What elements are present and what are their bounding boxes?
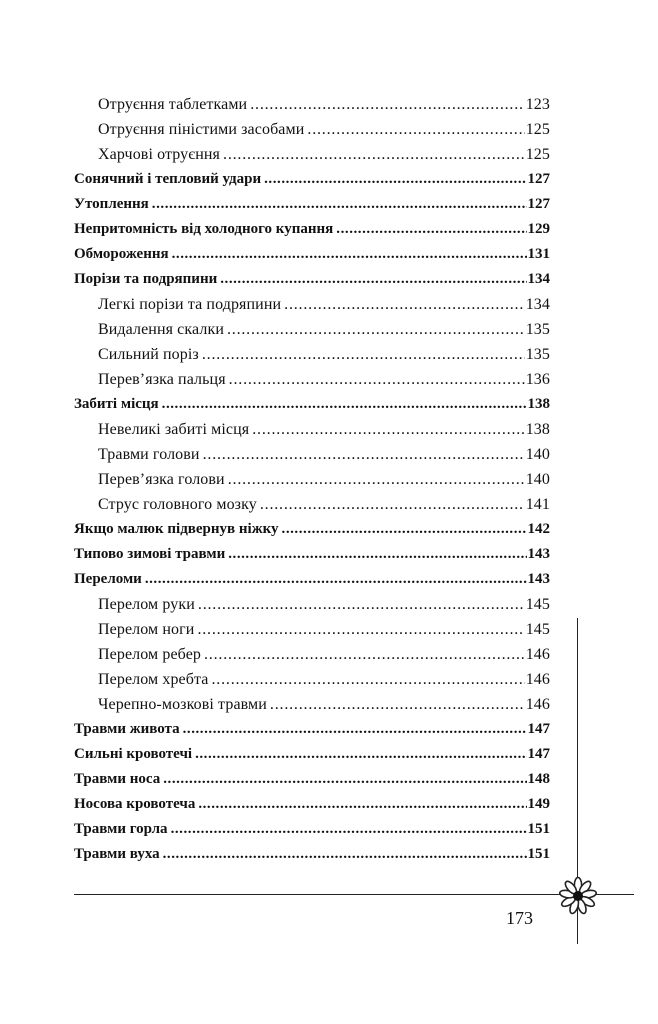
dot-leader [171, 817, 527, 842]
toc-entry-page: 134 [527, 271, 550, 287]
toc-entry-title: Порізи та подряпини [74, 271, 218, 287]
toc-entry-title: Обмороження [74, 246, 169, 262]
dot-leader [228, 467, 525, 492]
dot-leader [228, 542, 526, 567]
toc-subsection-entry [74, 642, 550, 667]
toc-entry-page: 140 [525, 471, 550, 488]
toc-subsection-entry [74, 617, 550, 642]
dot-leader [270, 692, 525, 717]
toc-entry-page: 151 [527, 821, 550, 837]
table-of-contents [74, 92, 550, 867]
dot-leader [284, 292, 525, 317]
toc-entry-page: 127 [527, 196, 550, 212]
toc-entry-title: Травми носа [74, 771, 161, 787]
toc-entry-page: 151 [527, 846, 550, 862]
toc-entry-title: Струс головного мозку [98, 496, 257, 513]
toc-entry-title: Отруєння піністими засобами [98, 121, 305, 138]
toc-section-entry [74, 542, 550, 567]
toc-section-entry [74, 392, 550, 417]
dot-leader [163, 842, 527, 867]
toc-entry-page: 138 [525, 421, 550, 438]
dot-leader [145, 567, 527, 592]
toc-entry-page: 145 [525, 621, 550, 638]
toc-entry-page: 149 [527, 796, 550, 812]
footer-rule [74, 894, 634, 895]
toc-entry-title: Носова кровотеча [74, 796, 196, 812]
toc-entry-title: Черепно-мозкові травми [98, 696, 267, 713]
toc-entry-page: 129 [527, 221, 550, 237]
toc-entry-title: Перелом ноги [98, 621, 195, 638]
toc-entry-page: 135 [525, 346, 550, 363]
dot-leader [162, 392, 527, 417]
toc-section-entry [74, 567, 550, 592]
flower-ornament-icon [558, 876, 598, 916]
toc-entry-title: Харчові отруєння [98, 146, 221, 163]
toc-section-entry [74, 517, 550, 542]
dot-leader [152, 192, 527, 217]
toc-entry-page: 146 [525, 671, 550, 688]
dot-leader [227, 317, 525, 342]
toc-entry-title: Сонячний і тепловий удари [74, 171, 262, 187]
dot-leader [203, 442, 525, 467]
toc-entry-page: 127 [527, 171, 550, 187]
toc-entry-title: Травми вуха [74, 846, 160, 862]
toc-entry-page: 146 [525, 646, 550, 663]
dot-leader [252, 417, 524, 442]
toc-section-entry [74, 792, 550, 817]
toc-entry-title: Сильні кровотечі [74, 746, 193, 762]
dot-leader [198, 792, 526, 817]
toc-entry-page: 146 [525, 696, 550, 713]
toc-subsection-entry [74, 92, 550, 117]
toc-section-entry [74, 217, 550, 242]
toc-entry-page: 125 [525, 146, 550, 163]
toc-entry-title: Перев’язка голови [98, 471, 225, 488]
toc-section-entry [74, 767, 550, 792]
toc-section-entry [74, 842, 550, 867]
dot-leader [212, 667, 525, 692]
toc-entry-page: 145 [525, 596, 550, 613]
toc-entry-page: 143 [527, 546, 550, 562]
toc-entry-page: 141 [525, 496, 550, 513]
dot-leader [220, 267, 526, 292]
page-number: 173 [506, 908, 533, 928]
toc-subsection-entry [74, 592, 550, 617]
toc-entry-page: 140 [525, 446, 550, 463]
dot-leader [264, 167, 526, 192]
dot-leader [204, 642, 525, 667]
toc-subsection-entry [74, 667, 550, 692]
dot-leader [223, 142, 525, 167]
dot-leader [183, 717, 527, 742]
toc-entry-title: Перелом хребта [98, 671, 209, 688]
dot-leader [197, 617, 524, 642]
toc-entry-title: Легкі порізи та подряпини [98, 296, 282, 313]
toc-entry-title: Якщо малюк підвернув ніжку [74, 521, 279, 537]
dot-leader [198, 592, 525, 617]
toc-subsection-entry [74, 467, 550, 492]
dot-leader [260, 492, 525, 517]
toc-entry-title: Сильний поріз [98, 346, 199, 363]
toc-entry-page: 147 [527, 721, 550, 737]
toc-entry-title: Забиті місця [74, 396, 159, 412]
toc-entry-title: Невеликі забиті місця [98, 421, 250, 438]
toc-entry-page: 138 [527, 396, 550, 412]
toc-section-entry [74, 167, 550, 192]
toc-subsection-entry [74, 142, 550, 167]
toc-subsection-entry [74, 692, 550, 717]
dot-leader [202, 342, 525, 367]
toc-section-entry [74, 192, 550, 217]
toc-subsection-entry [74, 492, 550, 517]
toc-entry-page: 131 [527, 246, 550, 262]
toc-subsection-entry [74, 367, 550, 392]
toc-entry-page: 123 [525, 96, 550, 113]
toc-entry-title: Перев’язка пальця [98, 371, 226, 388]
toc-section-entry [74, 717, 550, 742]
dot-leader [172, 242, 527, 267]
toc-subsection-entry [74, 317, 550, 342]
toc-entry-page: 135 [525, 321, 550, 338]
toc-entry-title: Типово зимові травми [74, 546, 226, 562]
dot-leader [307, 117, 524, 142]
toc-entry-title: Утоплення [74, 196, 149, 212]
dot-leader [195, 742, 526, 767]
toc-subsection-entry [74, 417, 550, 442]
toc-entry-title: Видалення скалки [98, 321, 224, 338]
toc-section-entry [74, 267, 550, 292]
toc-entry-page: 143 [527, 571, 550, 587]
toc-entry-title: Непритомність від холодного купання [74, 221, 334, 237]
dot-leader [282, 517, 527, 542]
dot-leader [250, 92, 524, 117]
toc-entry-page: 134 [525, 296, 550, 313]
toc-entry-page: 125 [525, 121, 550, 138]
toc-entry-page: 142 [527, 521, 550, 537]
toc-entry-title: Травми горла [74, 821, 168, 837]
toc-section-entry [74, 817, 550, 842]
toc-subsection-entry [74, 342, 550, 367]
toc-entry-page: 147 [527, 746, 550, 762]
dot-leader [229, 367, 525, 392]
toc-entry-title: Перелом руки [98, 596, 195, 613]
dot-leader [163, 767, 526, 792]
toc-section-entry [74, 742, 550, 767]
toc-subsection-entry [74, 117, 550, 142]
toc-entry-title: Отруєння таблетками [98, 96, 248, 113]
toc-section-entry [74, 242, 550, 267]
toc-entry-title: Травми живота [74, 721, 180, 737]
toc-entry-title: Травми голови [98, 446, 200, 463]
toc-entry-title: Переломи [74, 571, 142, 587]
toc-subsection-entry [74, 442, 550, 467]
toc-entry-page: 148 [527, 771, 550, 787]
toc-entry-page: 136 [525, 371, 550, 388]
dot-leader [336, 217, 526, 242]
toc-subsection-entry [74, 292, 550, 317]
toc-entry-title: Перелом ребер [98, 646, 201, 663]
